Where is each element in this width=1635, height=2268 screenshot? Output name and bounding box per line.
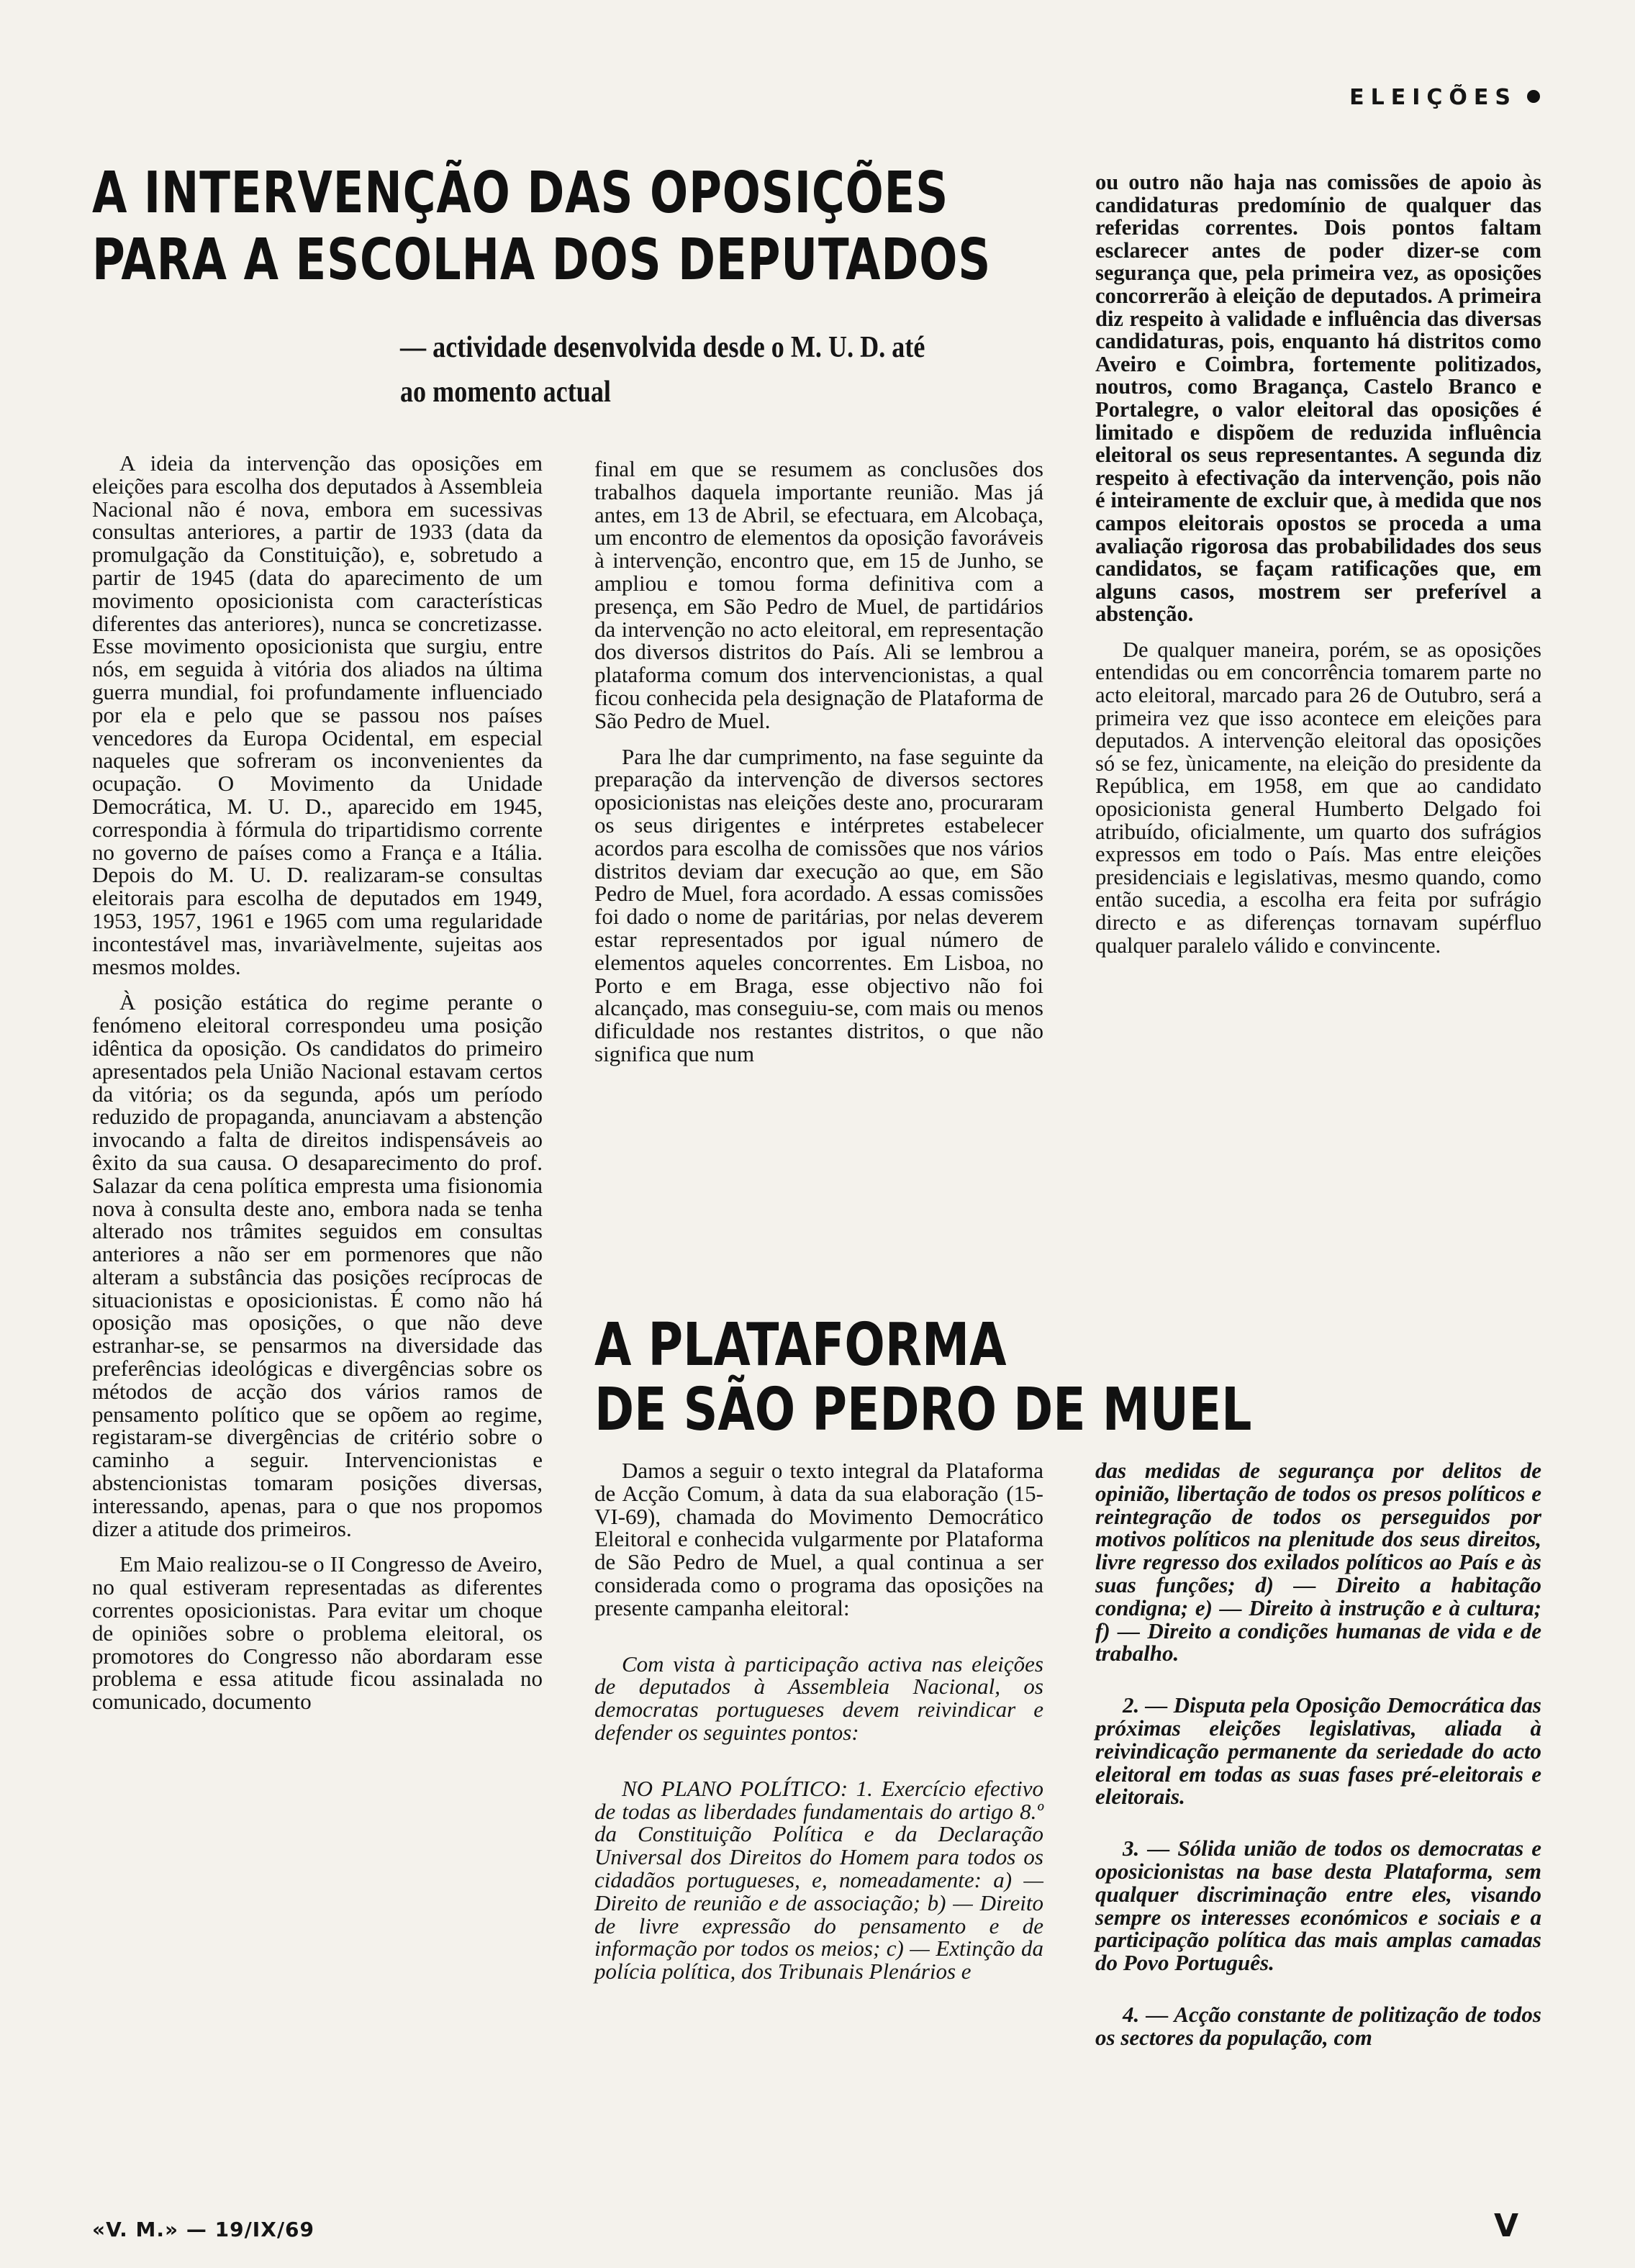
headline2-line-1: A PLATAFORMA [594,1311,1007,1379]
section-label: ELEIÇÕES [1349,85,1517,110]
headline-line-2: PARA A ESCOLHA DOS DEPUTADOS [92,227,992,293]
paragraph: final em que se resumem as conclusões dos trabalhos daquela importante reunião. Mas já antes, em 13 de Abril, se efectuara, em Alcobaça, um encontro de elementos da oposição favoráveis à intervenção, encontro que, em 15 de Junho, se ampliou e tomou forma definitiva com a presença, em São Pedro de Muel, de partidários da intervenção no acto eleitoral, em representação dos diversos distritos do País. Ali se lembrou a plataforma comum dos intervencionistas, a qual ficou conhecida pela designação de Plataforma de São Pedro de Muel. [594,456,1043,733]
paragraph: A ideia da intervenção das oposições em eleições para escolha dos deputados à Assembleia Nacional não é nova, embora em sucessivas consultas anteriores, a partir de 1933 (data da promulgação da Constituição), e, sobretudo a partir de 1945 (data do aparecimento de um movimento oposicionista com características diferentes das anteriores), nunca se concretizasse. Esse movimento oposicionista que surgiu, entre nós, em seguida à vitória dos aliados na última guerra mundial, foi profundamente influenciado por ela e pelo que se passou nos países vencedores da Europa Ocidental, em especial naqueles que sofreram os inconvenientes da ocupação. O Movimento da Unidade Democrática, M. U. D., aparecido em 1945, correspondia à fórmula do tripartidismo corrente no governo de países como a França e a Itália. Depois do M. U. D. realizaram-se consultas eleitorais para escolha de deputados em 1949, 1953, 1957, 1961 e 1965 com uma regularidade incontestável mas, invariàvelmente, sujeitas aos mesmos moldes. [92,450,543,979]
paragraph: Para lhe dar cumprimento, na fase seguinte da preparação da intervenção de diversos sectores oposicionistas nas eleições deste ano, procuraram os seus dirigentes e intérpretes estabelecer acordos para escolha de comissões que nos vários distritos deviam dar execução ao que, em São Pedro de Muel, fora acordado. A essas comissões foi dado o nome de paritárias, por nelas deverem estar representados por igual número de elementos aqueles concorrentes. Em Lisboa, no Porto e em Braga, esse objectivo não foi alcançado, mas conseguiu-se, com mais ou menos dificuldade nos restantes distritos, o que não significa que num [594,743,1043,1066]
article-column-2 [594,458,1043,1079]
italic-paragraph: das medidas de segurança por delitos de opinião, libertação de todos os presos políticos e reintegração de todos os perseguidos por motivos políticos na plenitude dos seus direitos, livre regresso dos exilados políticos ao País e às suas funções; d) — Direito a habitação condigna; e) — Direito à instrução e à cultura; f) — Direito a condições humanas de vida e de trabalho. [1095,1458,1541,1666]
italic-paragraph: Com vista à participação activa nas eleições de deputados à Assembleia Nacional, os democratas portugueses devem reivindicar e defender os seguintes pontos: [594,1651,1043,1745]
article-column-3 [1095,171,1541,970]
platform-column-1 [594,1459,1043,1996]
paragraph: De qualquer maneira, porém, se as oposições entendidas ou em concorrência tomarem parte no acto eleitoral, marcado para 26 de Outubro, será a primeira vez que isso acontece em eleições para deputados. A intervenção eleitoral das oposições só se fez, ùnicamente, na eleição do presidente da República, em 1958, em que ao candidato oposicionista general Humberto Delgado foi atribuído, oficialmente, um quarto dos sufrágios expressos em todo o País. Mas entre eleições presidenciais e legislativas, mesmo quando, como então sucedia, a escolha era feita por sufrágio directo e as diferenças tornavam supérfluo qualquer paralelo válido e convincente. [1095,637,1541,958]
paragraph-bold: ou outro não haja nas comissões de apoio às candidaturas predomínio de qualquer das referidas correntes. Dois pontos faltam esclarecer antes de poder dizer-se com segurança que, pela primeira vez, as oposições concorrerão à eleição de deputados. A primeira diz respeito à validade e influência das diversas candidaturas, pois, enquanto há distritos como Aveiro e Coimbra, fortemente politizados, noutros, como Bragança, Castelo Branco e Portalegre, o valor eleitoral das oposições é limitado e dispõem de reduzida influência eleitoral os seus representantes. A segunda diz respeito à efectivação da intervenção, pois não é inteiramente de excluir que, à medida que nos campos eleitorais opostos se proceda a uma avaliação rigorosa das probabilidades dos seus candidatos, se façam ratificações que, em alguns casos, mostrem ser preferível a abstenção. [1095,170,1541,627]
footer-page-mark: V [1494,2208,1519,2244]
italic-paragraph: NO PLANO POLÍTICO: 1. Exercício efectivo de todas as liberdades fundamentais do artigo 8.º da Constituição Política e da Declaração Universal dos Direitos do Homem para todos os cidadãos portugueses, e, nomeadamente: a) — Direito de reunião e de associação; b) — Direito de livre expressão do pensamento e de informação por todos os meios; c) — Extinção da polícia política, dos Tribunais Plenários e [594,1775,1043,1984]
platform-column-2 [1095,1459,1541,2062]
section-tag [1310,85,1540,110]
headline2-line-2: DE SÃO PEDRO DE MUEL [594,1376,1252,1444]
italic-paragraph: 2. — Disputa pela Oposição Democrática das próximas eleições legislativas, aliada à reivindicação permanente da seriedade do acto eleitoral em todas as suas fases pré-eleitorais e eleitorais. [1095,1692,1541,1810]
article-subtitle: — actividade desenvolvida desde o M. U. D. até ao momento actual [400,331,925,409]
headline-line-1: A INTERVENÇÃO DAS OPOSIÇÕES [92,160,949,226]
footer-issue-date: «V. M.» — 19/IX/69 [92,2218,315,2241]
paragraph: Em Maio realizou-se o II Congresso de Aveiro, no qual estiveram representadas as diferentes correntes oposicionistas. Para evitar um choque de opiniões sobre o problema eleitoral, os promotores do Congresso não abordaram esse problema e essa atitude ficou assinalada no comunicado, documento [92,1551,543,1715]
article-column-1 [92,452,543,1726]
paragraph: À posição estática do regime perante o fenómeno eleitoral correspondeu uma posição idêntica da oposição. Os candidatos do primeiro apresentados pela União Nacional estavam certos da vitória; os da segunda, após um período reduzido de propaganda, anunciavam a abstenção invocando a falta de direitos indispensáveis ao êxito da sua causa. O desaparecimento do prof. Salazar da cena política empresta uma fisionomia nova à consulta deste ano, embora nada se tenha alterado nos trâmites seguidos em consultas anteriores a não ser em pormenores que não alteram a substância das posições recíprocas de situacionistas e oposicionistas. É como não há oposição mas oposições, o que não deve estranhar-se, se pensarmos na diversidade das preferências ideológicas e divergências sobre os métodos de acção dos vários ramos de pensamento político que se opõem ao regime, registaram-se divergências de critério sobre o caminho a seguir. Intervencionistas e abstencionistas tomaram posições diversas, interessando, apenas, para o que nos propomos dizer a atitude dos primeiros. [92,989,543,1541]
intro-paragraph: Damos a seguir o texto integral da Plataforma de Acção Comum, à data da sua elaboração (15-VI-69), chamada do Movimento Democrático Eleitoral e conhecida vulgarmente por Plataforma de São Pedro de Muel, a qual continua a ser considerada como o programa das oposições na presente campanha eleitoral: [594,1458,1043,1620]
italic-paragraph: 3. — Sólida união de todos os democratas e oposicionistas na base desta Plataforma, sem qualquer discriminação entre eles, visando sempre os interesses económicos e sociais e a participação política das mais amplas camadas do Povo Português. [1095,1836,1541,1976]
italic-paragraph: 4. — Acção constante de politização de todos os sectores da população, com [1095,2001,1541,2050]
bullet-dot-icon [1527,90,1540,103]
